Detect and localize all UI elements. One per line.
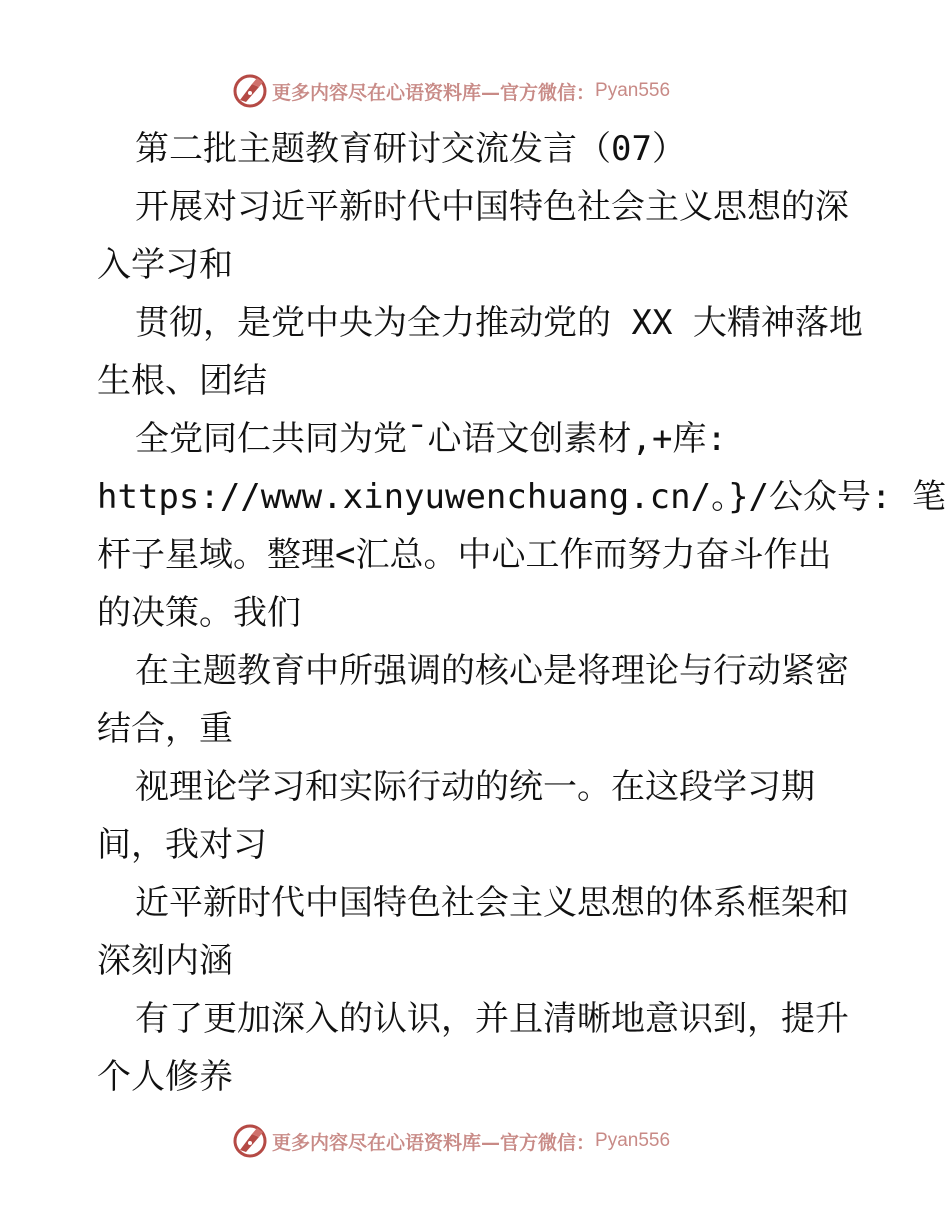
paragraph-line: 的决策。我们 bbox=[97, 593, 301, 633]
paragraph-line: 近平新时代中国特色社会主义思想的体系框架和 bbox=[135, 883, 849, 923]
wechat-id: Pyan556 bbox=[595, 1130, 671, 1151]
header-banner bbox=[0, 71, 950, 111]
paragraph-line: 有了更加深入的认识，并且清晰地意识到，提升 bbox=[135, 999, 849, 1039]
paragraph-line: 视理论学习和实际行动的统一。在这段学习期 bbox=[135, 767, 815, 807]
banner-text: 更多内容尽在心语资料库—官方微信： bbox=[272, 1131, 596, 1154]
paragraph-line: 全党同仁共同为党¯心语文创素材,+库: bbox=[135, 419, 727, 459]
paragraph-line: 深刻内涵 bbox=[97, 941, 233, 981]
paragraph-line: 贯彻，是党中央为全力推动党的 XX 大精神落地 bbox=[135, 303, 863, 343]
paragraph-line: 杆子星域。整理<汇总。中心工作而努力奋斗作出 bbox=[97, 535, 832, 575]
paragraph-line: 开展对习近平新时代中国特色社会主义思想的深 bbox=[135, 187, 849, 227]
banner-text: 更多内容尽在心语资料库—官方微信： bbox=[272, 81, 596, 104]
pen-nib-logo-icon bbox=[232, 1123, 268, 1159]
pen-nib-logo-icon bbox=[232, 73, 268, 109]
paragraph-line: 个人修养 bbox=[97, 1057, 233, 1097]
paragraph-line: 生根、团结 bbox=[97, 361, 267, 401]
paragraph-line: 间，我对习 bbox=[97, 825, 267, 865]
paragraph-line: 结合，重 bbox=[97, 709, 233, 749]
footer-banner bbox=[0, 1121, 950, 1161]
document-title: 第二批主题教育研讨交流发言（07） bbox=[135, 129, 686, 169]
wechat-id: Pyan556 bbox=[595, 80, 671, 101]
paragraph-line: https://www.xinyuwenchuang.cn/。}/公众号: 笔 bbox=[97, 477, 946, 517]
paragraph-line: 在主题教育中所强调的核心是将理论与行动紧密 bbox=[135, 651, 849, 691]
paragraph-line: 入学习和 bbox=[97, 245, 233, 285]
